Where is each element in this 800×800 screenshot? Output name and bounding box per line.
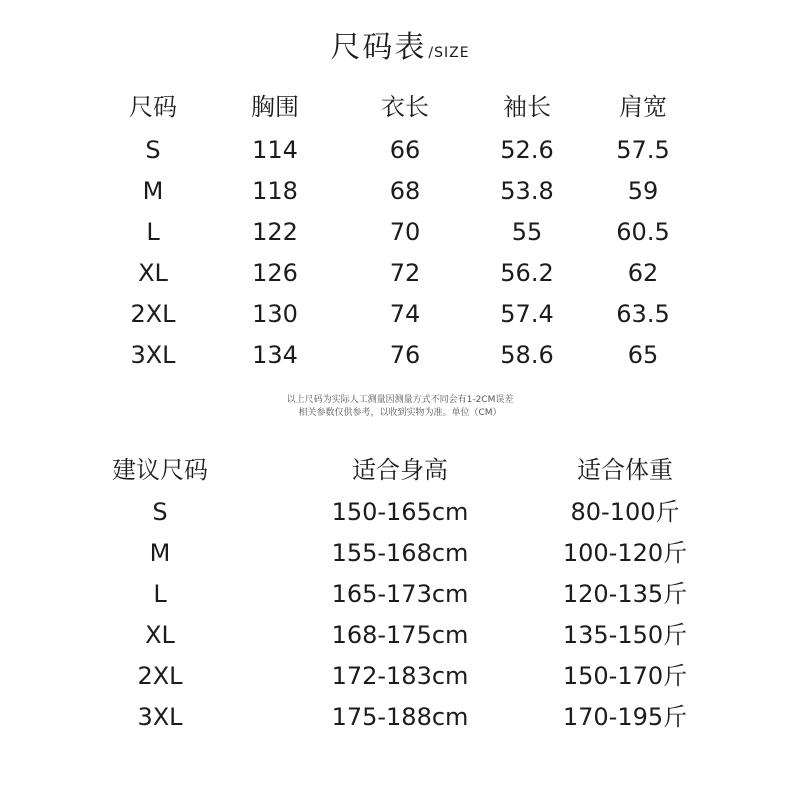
cell-shoulder: 59 <box>627 177 659 205</box>
title-main: 尺码表 <box>330 30 427 65</box>
cell-height: 172-183cm <box>331 662 469 690</box>
cell-size: S <box>145 136 161 164</box>
cell-size: XL <box>145 621 175 649</box>
cell-size: M <box>142 177 164 205</box>
cell-chest: 126 <box>252 259 298 287</box>
cell-size: 2XL <box>137 662 183 690</box>
cell-length: 66 <box>389 136 421 164</box>
cell-size: L <box>153 580 167 608</box>
header-size: 尺码 <box>129 93 177 121</box>
header-sleeve: 袖长 <box>503 93 551 121</box>
cell-length: 70 <box>389 218 421 246</box>
header-weight: 适合体重 <box>577 456 673 484</box>
cell-size: XL <box>138 259 168 287</box>
cell-shoulder: 65 <box>627 341 659 369</box>
cell-length: 72 <box>389 259 421 287</box>
cell-size: 3XL <box>137 703 183 731</box>
cell-weight: 135-150斤 <box>562 621 688 649</box>
cell-sleeve: 52.6 <box>500 136 554 164</box>
header-chest: 胸围 <box>251 93 299 121</box>
cell-shoulder: 57.5 <box>616 136 670 164</box>
cell-chest: 118 <box>252 177 298 205</box>
cell-size: L <box>146 218 160 246</box>
measurement-note-line1: 以上尺码为实际人工测量因测量方式不同会有1-2CM误差 <box>286 395 514 405</box>
cell-sleeve: 55 <box>511 218 543 246</box>
header-height: 适合身高 <box>352 456 448 484</box>
cell-size: M <box>149 539 171 567</box>
cell-height: 155-168cm <box>331 539 469 567</box>
header-shoulder: 肩宽 <box>619 93 667 121</box>
cell-chest: 114 <box>252 136 298 164</box>
cell-size: 3XL <box>130 341 176 369</box>
cell-chest: 134 <box>252 341 298 369</box>
cell-weight: 150-170斤 <box>562 662 688 690</box>
cell-chest: 122 <box>252 218 298 246</box>
cell-length: 76 <box>389 341 421 369</box>
cell-shoulder: 63.5 <box>616 300 670 328</box>
cell-size: 2XL <box>130 300 176 328</box>
title-sub: /SIZE <box>428 45 470 61</box>
page-title <box>0 22 800 66</box>
cell-size: S <box>152 498 168 526</box>
cell-chest: 130 <box>252 300 298 328</box>
cell-weight: 80-100斤 <box>570 498 680 526</box>
header-length: 衣长 <box>381 93 429 121</box>
cell-sleeve: 58.6 <box>500 341 554 369</box>
cell-weight: 170-195斤 <box>562 703 688 731</box>
cell-height: 165-173cm <box>331 580 469 608</box>
cell-height: 168-175cm <box>331 621 469 649</box>
cell-sleeve: 57.4 <box>500 300 554 328</box>
cell-shoulder: 60.5 <box>616 218 670 246</box>
cell-shoulder: 62 <box>627 259 659 287</box>
cell-height: 175-188cm <box>331 703 469 731</box>
cell-height: 150-165cm <box>331 498 469 526</box>
measurement-note-line2: 相关参数仅供参考，以收到实物为准。单位（CM） <box>298 408 502 418</box>
cell-length: 74 <box>389 300 421 328</box>
cell-sleeve: 53.8 <box>500 177 554 205</box>
cell-weight: 100-120斤 <box>562 539 688 567</box>
cell-length: 68 <box>389 177 421 205</box>
cell-weight: 120-135斤 <box>562 580 688 608</box>
header-recommended-size: 建议尺码 <box>112 456 208 484</box>
cell-sleeve: 56.2 <box>500 259 554 287</box>
